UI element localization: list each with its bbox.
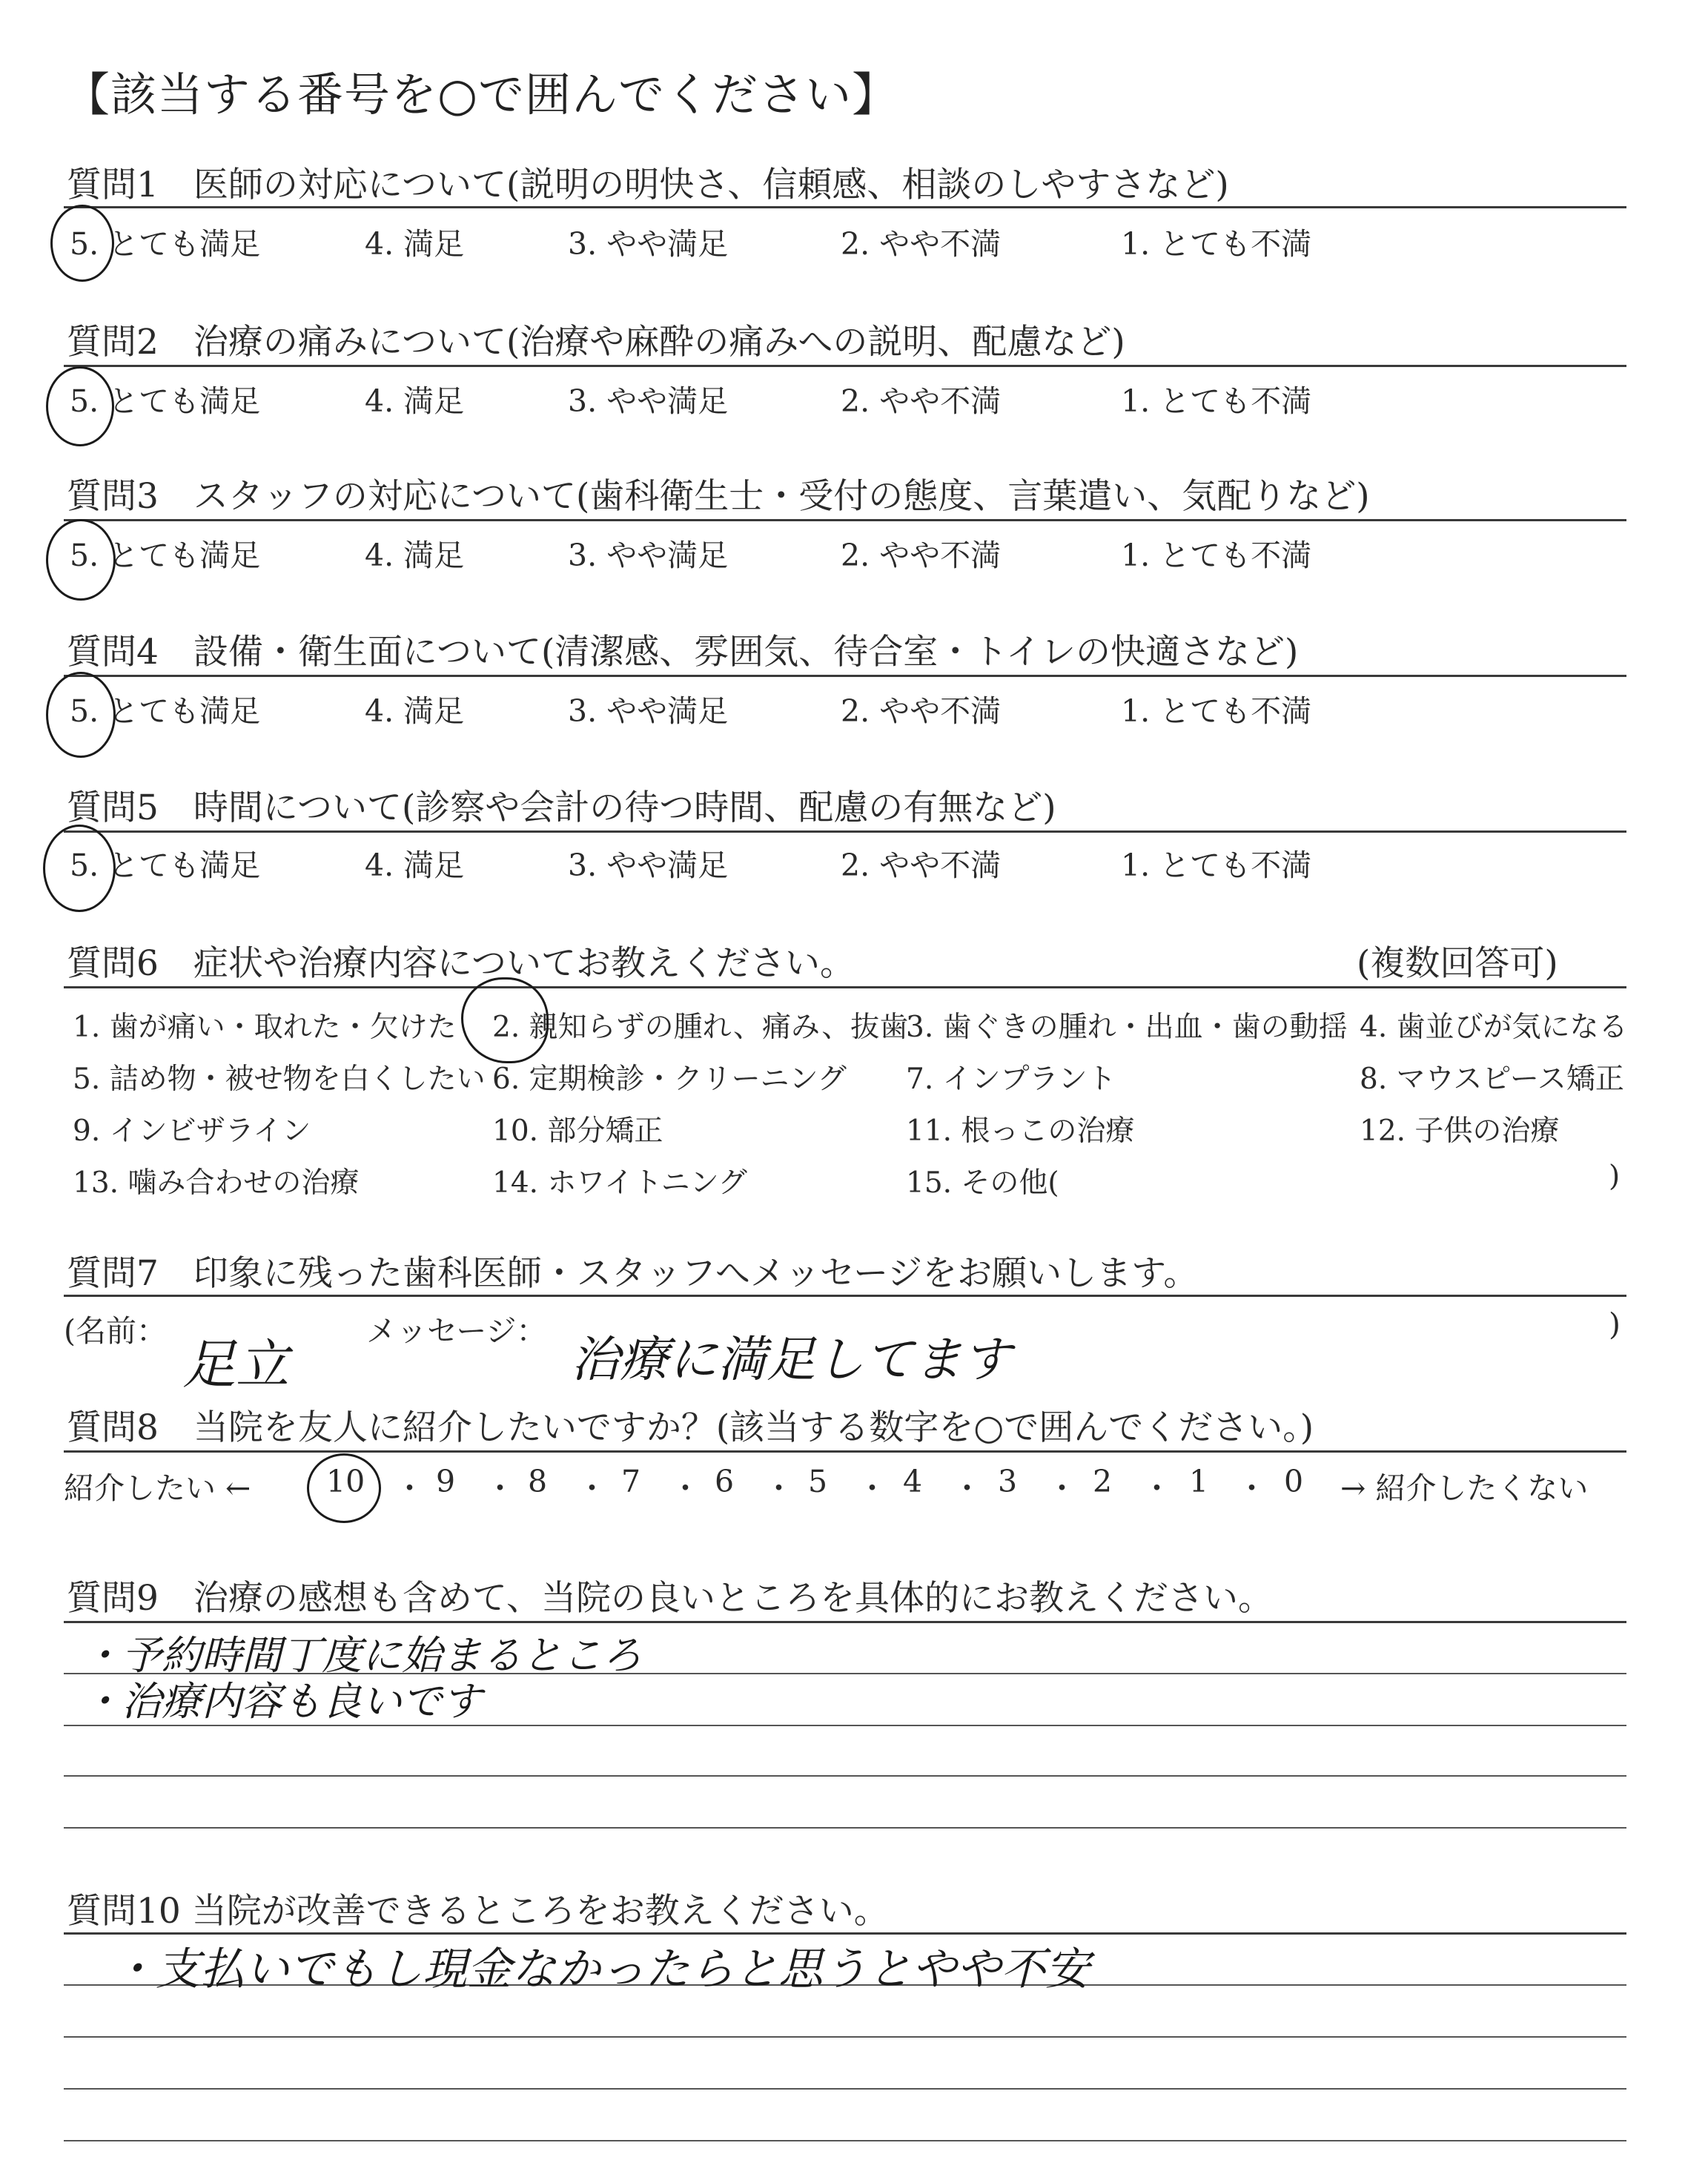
q8-score-3[interactable]: 3 [998,1464,1018,1499]
q8-selection-circle [307,1453,381,1523]
q6-option-1[interactable]: 1. 歯が痛い・取れた・欠けた [73,1011,457,1044]
q1-option-3[interactable]: 3. やや満足 [568,226,729,262]
question-1-label: 質問1 医師の対応について(説明の明快さ、信頼感、相談のしやすさなど) [67,165,1229,205]
question-3-rule [64,519,1626,521]
q8-score-2[interactable]: 2 [1093,1464,1113,1499]
q2-option-2[interactable]: 2. やや不満 [841,383,1002,419]
question-5-label: 質問5 時間について(診察や会計の待つ時間、配慮の有無など) [67,787,1056,828]
q8-dot: ・ [764,1470,794,1506]
q1-selection-circle [50,205,114,282]
q4-option-1[interactable]: 1. とても不満 [1121,693,1312,729]
q8-dot: ・ [1142,1470,1172,1506]
question-4-label: 質問4 設備・衛生面について(清潔感、雰囲気、待合室・トイレの快適さなど) [67,632,1299,673]
q6-option-13[interactable]: 13. 噛み合わせの治療 [73,1166,360,1200]
q8-dot: ・ [1047,1470,1077,1506]
q6-option-3[interactable]: 3. 歯ぐきの腫れ・出血・歯の動揺 [906,1011,1348,1044]
q8-score-0[interactable]: 0 [1284,1464,1304,1499]
q4-option-3[interactable]: 3. やや満足 [568,693,729,729]
question-10-label: 質問10 当院が改善できるところをお教えください。 [67,1891,889,1932]
q4-option-4[interactable]: 4. 満足 [365,693,465,729]
q2-option-1[interactable]: 1. とても不満 [1121,383,1312,419]
q8-score-5[interactable]: 5 [808,1464,828,1499]
question-2-rule [64,365,1626,367]
q9-answer-line-1[interactable]: ・予約時間丁度に始まるところ [82,1632,642,1679]
q6-option-9[interactable]: 9. インビザライン [73,1114,311,1148]
q6-option-2[interactable]: 2. 親知らずの腫れ、痛み、抜歯 [492,1011,909,1044]
q4-option-2[interactable]: 2. やや不満 [841,693,1002,729]
q6-option-6[interactable]: 6. 定期検診・クリーニング [492,1063,847,1096]
question-3-label: 質問3 スタッフの対応について(歯科衛生士・受付の態度、言葉遣い、気配りなど) [67,476,1370,517]
q8-score-6[interactable]: 6 [715,1464,735,1499]
q6-option-12[interactable]: 12. 子供の治療 [1360,1114,1560,1148]
q6-selection-circle [461,977,549,1063]
q7-close-paren: ) [1609,1307,1621,1342]
q8-right-label: → 紹介したくない [1340,1470,1589,1506]
q1-option-5[interactable]: 5. とても満足 [70,226,261,262]
q8-dot: ・ [577,1470,607,1506]
q3-option-3[interactable]: 3. やや満足 [568,538,729,573]
q8-dot: ・ [485,1470,515,1506]
q6-option-4[interactable]: 4. 歯並びが気になる [1360,1011,1628,1044]
q9-writing-line [64,1775,1626,1777]
q7-message-value[interactable]: 治療に満足してます [571,1331,1011,1388]
q3-selection-circle [46,519,116,601]
q5-option-2[interactable]: 2. やや不満 [841,848,1002,883]
q5-option-4[interactable]: 4. 満足 [365,848,465,883]
q1-option-1[interactable]: 1. とても不満 [1121,226,1312,262]
q8-score-1[interactable]: 1 [1189,1464,1209,1499]
q7-name-value[interactable]: 足立 [182,1333,290,1396]
q8-dot: ・ [857,1470,887,1506]
q6-option-5[interactable]: 5. 詰め物・被せ物を白くしたい [73,1063,486,1096]
question-2-label: 質問2 治療の痛みについて(治療や麻酔の痛みへの説明、配慮など) [67,322,1125,363]
question-7-rule [64,1295,1626,1297]
q8-dot: ・ [670,1470,701,1506]
q6-option-14[interactable]: 14. ホワイトニング [492,1166,747,1200]
q5-selection-circle [43,825,116,912]
q1-option-4[interactable]: 4. 満足 [365,226,465,262]
q2-selection-circle [46,366,114,446]
q2-option-3[interactable]: 3. やや満足 [568,383,729,419]
question-9-label: 質問9 治療の感想も含めて、当院の良いところを具体的にお教えください。 [67,1578,1273,1619]
q3-option-4[interactable]: 4. 満足 [365,538,465,573]
q4-selection-circle [46,672,116,758]
question-5-rule [64,830,1626,833]
q6-option-8[interactable]: 8. マウスピース矯正 [1360,1063,1624,1096]
question-6-note: (複数回答可) [1357,943,1558,984]
question-8-label: 質問8 当院を友人に紹介したいですか？(該当する数字を○で囲んでください。) [67,1407,1314,1448]
question-6-label: 質問6 症状や治療内容についてお教えください。 [67,943,855,984]
q8-dot: ・ [952,1470,982,1506]
q8-score-10[interactable]: 10 [326,1464,365,1499]
q8-dot: ・ [394,1470,425,1506]
q10-answer-line-1[interactable]: ・支払いでもし現金なかったらと思うとやや不安 [111,1943,1090,1995]
question-6-rule [64,986,1626,988]
q5-option-5[interactable]: 5. とても満足 [70,848,261,883]
q7-name-label: (名前： [64,1313,167,1349]
q8-score-7[interactable]: 7 [621,1464,641,1499]
q9-answer-line-2[interactable]: ・治療内容も良いです [82,1678,482,1725]
q8-score-9[interactable]: 9 [436,1464,456,1499]
q6-option-11[interactable]: 11. 根っこの治療 [906,1114,1135,1148]
q8-score-8[interactable]: 8 [528,1464,548,1499]
q2-option-4[interactable]: 4. 満足 [365,383,465,419]
q2-option-5[interactable]: 5. とても満足 [70,383,261,419]
q6-option-10[interactable]: 10. 部分矯正 [492,1114,663,1148]
q6-option-7[interactable]: 7. インプラント [906,1063,1116,1096]
q4-option-5[interactable]: 5. とても満足 [70,693,261,729]
q3-option-5[interactable]: 5. とても満足 [70,538,261,573]
question-4-rule [64,675,1626,677]
q6-option-15[interactable]: 15. その他( [906,1166,1059,1200]
q9-writing-line [64,1827,1626,1829]
q10-writing-line [64,2036,1626,2038]
q8-score-4[interactable]: 4 [903,1464,923,1499]
q5-option-1[interactable]: 1. とても不満 [1121,848,1312,883]
q5-option-3[interactable]: 3. やや満足 [568,848,729,883]
question-7-label: 質問7 印象に残った歯科医師・スタッフへメッセージをお願いします。 [67,1253,1199,1294]
q10-writing-line [64,2088,1626,2090]
q8-dot: ・ [1237,1470,1267,1506]
form-title: 【該当する番号を○で囲んでください】 [64,67,899,122]
q1-option-2[interactable]: 2. やや不満 [841,226,1002,262]
q10-writing-line [64,2140,1626,2141]
question-1-rule [64,206,1626,208]
question-8-rule [64,1450,1626,1453]
q3-option-2[interactable]: 2. やや不満 [841,538,1002,573]
question-9-rule [64,1621,1626,1623]
q8-left-label: 紹介したい ← [64,1470,251,1506]
q3-option-1[interactable]: 1. とても不満 [1121,538,1312,573]
q7-message-label: メッセージ： [366,1313,547,1349]
q6-option-15-close-paren: ) [1609,1160,1621,1193]
